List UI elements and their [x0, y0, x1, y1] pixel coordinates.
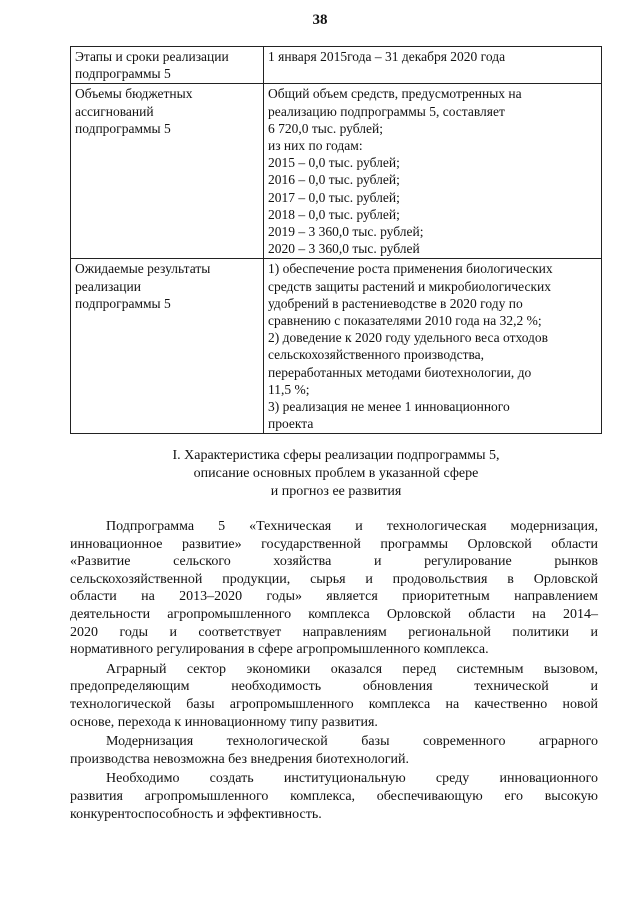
paragraph-line: деятельности агропромышленного комплекса Орловской области на 2014– [70, 606, 598, 622]
paragraph-line: Подпрограмма 5 «Техническая и технологическая модернизация, [106, 519, 598, 534]
paragraph-line: предопределяющим необходимость обновления технической и [70, 679, 598, 695]
cell-line: ассигнований [75, 103, 154, 119]
paragraph-line: технологической базы агропромышленного комплекса на качественно новой [70, 696, 598, 712]
cell-line: 2015 – 0,0 тыс. рублей; [268, 155, 400, 171]
table-cell-label [71, 259, 264, 434]
cell-line: 2) доведение к 2020 году удельного веса отходов [268, 330, 549, 346]
table-body [71, 47, 602, 434]
cell-line: подпрограммы 5 [75, 120, 171, 136]
cell-line: 2019 – 3 360,0 тыс. рублей; [268, 224, 424, 240]
cell-line: средств защиты растений и микробиологических [268, 278, 552, 294]
paragraph-line: инновационное развитие» государственной программы Орловской области [70, 536, 598, 552]
paragraph-line: конкурентоспособность и эффективность. [70, 806, 322, 822]
page-number: 38 [312, 12, 328, 28]
section-title-line: описание основных проблем в указанной сфере [193, 466, 479, 481]
cell-line: сельскохозяйственного производства, [268, 347, 485, 363]
cell-line: 1 января 2015года – 31 декабря 2020 года [268, 49, 506, 64]
cell-line: 1) обеспечение роста применения биологических [268, 261, 553, 277]
paragraph [70, 661, 598, 731]
cell-line: Этапы и сроки реализации [75, 49, 229, 64]
section-title [70, 447, 602, 501]
cell-line: Ожидаемые результаты [75, 261, 211, 277]
cell-line: удобрений в растениеводстве в 2020 году по [268, 295, 523, 311]
cell-line: 2018 – 0,0 тыс. рублей; [268, 206, 400, 222]
body-text [70, 518, 598, 825]
paragraph-line: производства невозможна без внедрения биотехнологий. [70, 751, 410, 767]
cell-line: 2020 – 3 360,0 тыс. рублей [268, 241, 420, 257]
table-cell-label [71, 47, 264, 84]
paragraph-line: «Развитие сельского хозяйства и регулирование рынков [70, 554, 598, 570]
cell-line: 11,5 %; [268, 381, 310, 397]
paragraph-line: развития агропромышленного комплекса, обеспечивающую его высокую [70, 788, 598, 804]
cell-line: реализации [75, 278, 141, 294]
table-cell-value [264, 84, 602, 259]
cell-line: 2016 – 0,0 тыс. рублей; [268, 172, 400, 188]
section-title-line: I. Характеристика сферы реализации подпрограммы 5, [172, 448, 500, 463]
cell-line: из них по годам: [268, 138, 363, 154]
paragraph-line: области на 2013–2020 годы» является приоритетным направлением [70, 589, 598, 605]
paragraph-line: Модернизация технологической базы современного аграрного [106, 734, 598, 750]
table-row [71, 47, 602, 84]
paragraph-line: основе, перехода к инновационному типу развития. [70, 714, 378, 730]
table-row [71, 259, 602, 434]
cell-line: Общий объем средств, предусмотренных на [268, 86, 522, 102]
table-row [71, 84, 602, 259]
cell-line: 2017 – 0,0 тыс. рублей; [268, 189, 400, 205]
cell-line: подпрограммы 5 [75, 295, 171, 311]
cell-line: переработанных методами биотехнологии, до [268, 364, 532, 380]
paragraph-line: 2020 годы и соответствует направлениям региональной политики и [70, 624, 598, 640]
subprogram-passport-table [70, 46, 602, 434]
cell-line: реализацию подпрограммы 5, составляет [268, 103, 505, 119]
paragraph [70, 733, 598, 768]
cell-line: Объемы бюджетных [75, 86, 193, 102]
paragraph-line: нормативного регулирования в сфере агропромышленного комплекса. [70, 642, 489, 658]
table-cell-label [71, 84, 264, 259]
cell-line: 3) реализация не менее 1 инновационного [268, 399, 510, 415]
table-cell-value [264, 259, 602, 434]
cell-line: 6 720,0 тыс. рублей; [268, 120, 383, 136]
table-cell-value [264, 47, 602, 84]
paragraph-line: Необходимо создать институциональную среду инновационного [106, 771, 598, 787]
cell-line: проекта [268, 416, 314, 432]
paragraph [70, 518, 598, 659]
paragraph-line: сельскохозяйственной продукции, сырья и продовольствия в Орловской [70, 571, 598, 587]
paragraph-line: Аграрный сектор экономики оказался перед системным вызовом, [106, 661, 598, 677]
cell-line: подпрограммы 5 [75, 66, 171, 82]
paragraph [70, 770, 598, 823]
cell-line: сравнению с показателями 2010 года на 32,2 %; [268, 313, 542, 329]
section-title-line: и прогноз ее развития [270, 484, 402, 499]
